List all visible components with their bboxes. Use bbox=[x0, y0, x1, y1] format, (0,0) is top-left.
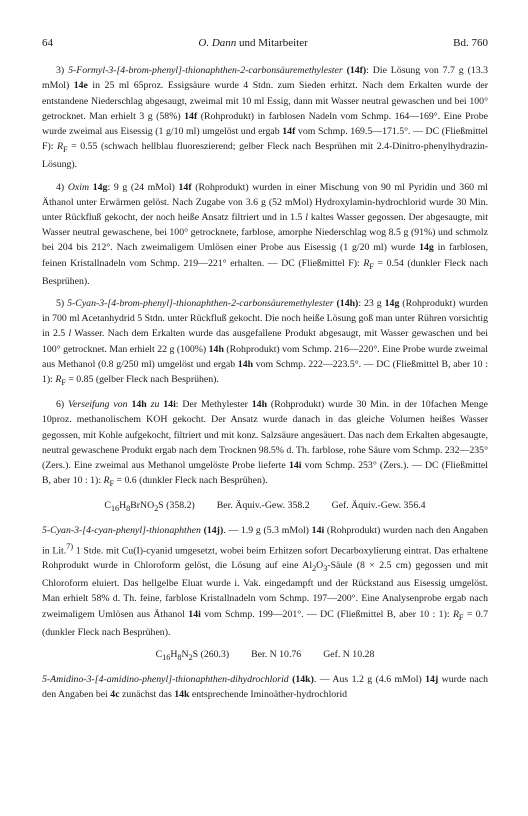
text-run: = 0.6 (dunkler Fleck nach Besprühen). bbox=[114, 475, 268, 487]
text-run: zunächst das bbox=[119, 689, 175, 701]
text-run: (Rohprodukt) vom Schmp. 216—220°. Eine Probe wurde zweimal aus Methanol (0.8 g/250 ml) umgelöst und ergab bbox=[42, 343, 488, 370]
text-run: = 0.7 (dunkler Fleck nach Besprühen). bbox=[42, 608, 488, 638]
text-run: 3) bbox=[56, 65, 69, 77]
text-run: F bbox=[458, 612, 464, 622]
compound-ref: 14h bbox=[237, 358, 254, 370]
compound-ref: (14h) bbox=[336, 297, 359, 309]
running-title-rest: und Mitarbeiter bbox=[236, 37, 308, 49]
text-run: = 0.85 (gelber Fleck nach Besprühen). bbox=[65, 373, 219, 385]
formula-text: 16 bbox=[110, 504, 120, 514]
paragraph bbox=[42, 397, 488, 491]
formula-text: C bbox=[155, 649, 163, 661]
text-run: 4) bbox=[56, 181, 68, 193]
text-run: 1 Stde. mit Cu(I)-cyanid umgesetzt, wobei beim Erhitzen sofort Decarboxylierung eintrat. Das erhaltene Rohprodukt wurde in Chloroform gelöst, die Lösung auf eine Al bbox=[42, 544, 488, 572]
formula-text: 2 bbox=[188, 653, 193, 662]
text-run: (Rohprodukt) wurde 30 Min. in der 10fachen Menge 10proz. methanolischem KOH gekocht. Der Ansatz wurde danach in das gleiche Volumen heißes Wasser gegossen, mit Kohle aufgekocht, filtriert und mit konz. Salzsäure angesäuert. Das nach dem Erkalten abgesaugte, neutral gewaschene Produkt ergab nach dem Trocknen 98.5% d. Th. farblose, rohe Säure vom Schmp. 232—235° (Zers.). Eine zweimal aus Methanol umgelöste Probe lieferte bbox=[42, 399, 488, 471]
text-run: O bbox=[316, 560, 324, 572]
text-run: in farblosen, feinen Kristallnadeln vom Schmp. 219—221° erhalten. — DC (Fließmittel F): bbox=[42, 242, 488, 269]
text-run: entsprechende Iminoäther-hydrochlorid bbox=[189, 689, 348, 701]
text-run: kaltes Wasser gegossen. Der abgesaugte, mit Wasser neutral gewaschene, bei 100° getrocknete, farblose, amorphe Niederschlag wog 8.5 g (91%) und schmolz bei 204 bis 212°. Nach zweimaligem Umlösen einer Probe aus Eisessig (1 g/20 ml) wurde bbox=[42, 211, 488, 254]
formula-text: Ber. Äquiv.-Gew. 358.2 bbox=[216, 500, 310, 512]
italic-text: 5-Cyan-3-[4-brom-phenyl]-thionaphthen-2-carbonsäuremethylester bbox=[67, 297, 334, 309]
text-run: F bbox=[109, 479, 115, 489]
formula-text: Gef. Äquiv.-Gew. 356.4 bbox=[331, 500, 426, 512]
paragraph bbox=[42, 180, 488, 289]
formula-segment bbox=[251, 647, 301, 665]
formula-line bbox=[42, 498, 488, 516]
text-run: Wasser. Nach dem Erkalten wurde das ausgefallene Produkt abgesaugt, mit Wasser gewaschen und bei 100° getrocknet. Man erhielt 22 g (100%) bbox=[42, 328, 488, 355]
formula-segment bbox=[217, 498, 310, 516]
text-run: (Rohprodukt) wurden in einer Mischung von 90 ml Pyridin und 360 ml Äthanol unter Erwärmen gelöst. Nach Zugabe von 3.6 g (52 mMol) Hydroxylamin-hydrochlorid wurde 30 Min. unter Rückfluß gekocht, der noch heiße Ansatz filtriert und in 1.5 bbox=[42, 181, 488, 223]
italic-text: 5-Formyl-3-[4-brom-phenyl]-thionaphthen-2-carbonsäuremethylester bbox=[68, 65, 343, 77]
italic-text: zu bbox=[150, 399, 160, 411]
formula-segment bbox=[323, 647, 374, 665]
formula-text: 8 bbox=[126, 504, 131, 514]
text-run: 6) bbox=[56, 399, 69, 411]
compound-ref: 14f bbox=[184, 110, 198, 122]
italic-text: R bbox=[57, 141, 64, 153]
formula-segment bbox=[156, 647, 229, 665]
compound-ref: (14j) bbox=[203, 525, 224, 537]
formula-segment bbox=[104, 498, 194, 516]
compound-ref: 14i bbox=[311, 525, 325, 537]
paragraph bbox=[42, 296, 488, 390]
compound-ref: 14i bbox=[288, 459, 302, 471]
compound-ref: (14f) bbox=[346, 65, 367, 77]
paragraph bbox=[42, 672, 488, 702]
text-run: 5) bbox=[56, 297, 68, 309]
compound-ref: 4c bbox=[110, 689, 120, 701]
compound-ref: 14k bbox=[174, 689, 190, 701]
italic-text: R bbox=[452, 608, 459, 620]
compound-ref: 14j bbox=[425, 674, 439, 686]
paragraph bbox=[42, 523, 488, 640]
compound-ref: 14h bbox=[208, 343, 224, 355]
compound-ref: 14i bbox=[188, 608, 201, 620]
italic-text: 5-Amidino-3-[4-amidino-phenyl]-thionaphthen-dihydrochlorid bbox=[42, 674, 289, 686]
italic-text: R bbox=[55, 373, 62, 385]
formula-text: S (358.2) bbox=[158, 500, 195, 512]
text-run: = 0.55 (schwach hellblau fluoreszierend; gelber Fleck nach Besprühen mit 2.4-Dinitro-phenylhydrazin-Lösung). bbox=[42, 141, 488, 171]
formula-text: BrNO bbox=[130, 500, 155, 512]
text-run: 2 bbox=[312, 564, 317, 574]
formula-text: 16 bbox=[162, 653, 171, 662]
text-run: (Rohprodukt) wurden nach den Angaben in Lit. bbox=[42, 525, 488, 556]
page-header bbox=[42, 36, 488, 51]
text-run: : 9 g (24 mMol) bbox=[107, 181, 179, 193]
italic-text: 5-Cyan-3-[4-cyan-phenyl]-thionaphthen bbox=[42, 525, 201, 537]
formula-text: H bbox=[170, 649, 178, 661]
formula-text: H bbox=[119, 500, 127, 512]
text-run: F bbox=[369, 261, 374, 271]
text-run: : Die Lösung von 7.7 g (13.3 mMol) bbox=[42, 65, 488, 92]
formula-text: C bbox=[104, 500, 111, 512]
italic-text: Oxim bbox=[67, 181, 90, 193]
text-run: . — Aus 1.2 g (4.6 mMol) bbox=[313, 674, 426, 686]
italic-text: l bbox=[68, 328, 72, 340]
text-run: wurde nach den Angaben bei bbox=[42, 674, 488, 701]
text-run: -Säule (8 × 2.5 cm) gegossen und mit Chloroform eluiert. Das hellgelbe Eluat wurde i. Vak. eingedampft und der Rückstand aus Eisessig umgelöst. Man erhielt 58% d. Th. feine, farblose Kristallnadeln vom Schmp. 197—200°. Eine Analysenprobe ergab nach zweimaligem Umlösen aus Äthanol bbox=[42, 560, 488, 620]
compound-ref: 14f bbox=[178, 181, 192, 193]
text-run: vom Schmp. 169.5—171.5°. — DC (Fließmittel F): bbox=[42, 126, 488, 153]
text-run: = 0.54 (dunkler Fleck nach Besprühen). bbox=[42, 257, 488, 287]
compound-ref: 14f bbox=[282, 126, 296, 138]
formula-text: Ber. N 10.76 bbox=[251, 649, 302, 661]
formula-text: 8 bbox=[177, 653, 182, 662]
text-run: vom Schmp. 222—223.5°. — DC (Fließmittel B, aber 10 : 1): bbox=[42, 358, 489, 385]
text-run: F bbox=[63, 145, 68, 155]
text-run: 3 bbox=[323, 564, 328, 574]
text-run: vom Schmp. 253° (Zers.). — DC (Fließmittel B, aber 10 : 1): bbox=[42, 459, 488, 487]
text-run: . — 1.9 g (5.3 mMol) bbox=[223, 525, 312, 537]
running-title-author: O. Dann bbox=[198, 37, 237, 49]
paragraph bbox=[42, 63, 488, 172]
running-title bbox=[198, 36, 307, 51]
italic-text: R bbox=[363, 257, 370, 269]
compound-ref: 14i bbox=[163, 399, 176, 411]
compound-ref: 14h bbox=[251, 399, 268, 411]
text-run: (Rohprodukt) in farblosen Nadeln vom Schmp. 164—169°. Eine Probe wurde zweimal aus Eisessig (1 g/10 ml) umgelöst und ergab bbox=[42, 110, 489, 138]
formula-text: Gef. N 10.28 bbox=[323, 649, 375, 661]
compound-ref: 14g bbox=[384, 297, 400, 309]
text-run: (Rohprodukt) wurden in 700 ml Acetanhydrid 5 Stdn. unter Rückfluß gekocht. Die noch heiße Lösung goß man unter Rühren vorsichtig in 2.5 bbox=[42, 297, 488, 340]
text-run: vom Schmp. 199—201°. — DC (Fließmittel B, aber 10 : 1): bbox=[200, 608, 453, 620]
text-run: 7) bbox=[66, 541, 74, 551]
page-number: 64 bbox=[42, 37, 53, 49]
formula-text: 2 bbox=[154, 504, 159, 514]
compound-ref: 14g bbox=[92, 181, 108, 193]
formula-segment bbox=[332, 498, 426, 516]
text-run: : 23 g bbox=[358, 297, 385, 309]
compound-ref: (14k) bbox=[292, 674, 314, 686]
formula-text: S (260.3) bbox=[192, 649, 230, 661]
volume-number: Bd. 760 bbox=[453, 37, 488, 49]
formula-text: N bbox=[181, 649, 189, 661]
compound-ref: 14e bbox=[73, 80, 88, 92]
compound-ref: 14h bbox=[131, 399, 147, 411]
text-run: F bbox=[61, 377, 66, 387]
italic-text: Verseifung von bbox=[68, 399, 128, 411]
italic-text: R bbox=[103, 475, 110, 487]
text-run: : Der Methylester bbox=[175, 399, 252, 411]
italic-text: l bbox=[305, 211, 309, 223]
body-text bbox=[42, 63, 488, 702]
compound-ref: 14g bbox=[419, 242, 434, 254]
formula-line bbox=[42, 647, 488, 665]
text-run: in 25 ml 65proz. Essigsäure wurde 4 Stdn. zum Sieden erhitzt. Nach dem Erkalten wurde der entstandene Niederschlag abgesaugt, zweimal mit 10 ml Essig, dann mit Wasser neutral gewaschen und bei 100° getrocknet. Man erhielt 3 g (58%) bbox=[42, 80, 488, 122]
